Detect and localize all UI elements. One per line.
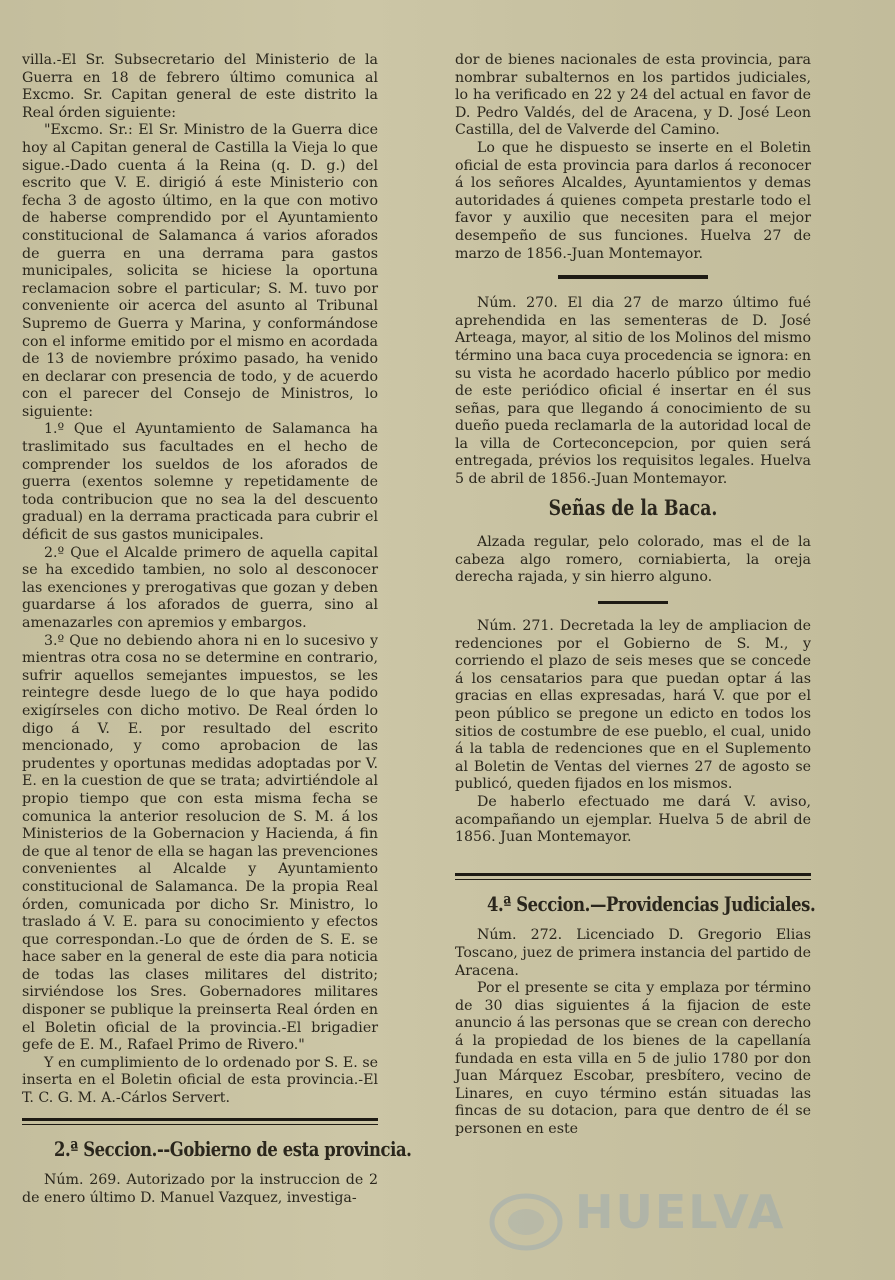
left-column [22, 52, 412, 1207]
paragraph: Alzada regular, pelo colorado, mas el de la cabeza algo romero, corniabierta, la oreja derecha rajada, y sin hierro alguno. [455, 534, 811, 586]
section-divider [455, 873, 811, 880]
section-heading: 4.ª Seccion.—Providencias Judiciales. [487, 891, 816, 916]
paragraph: Por el presente se cita y emplaza por término de 30 dias siguientes á la fijacion de este anuncio á las personas que se crean con derecho á la propiedad de los bienes de la capellanía fundada en esta villa en 5 de julio 1780 por don Juan Márquez Escobar, presbítero, vecino de Linares, en cuyo término están situadas las fincas de su dotacion, para que dentro de él se personen en este [455, 980, 811, 1137]
paragraph: De haberlo efectuado me dará V. aviso, acompañando un ejemplar. Huelva 5 de abril de 1856. Juan Montemayor. [455, 793, 811, 846]
watermark-text: HUELVA [575, 1185, 786, 1239]
section-heading: 2.ª Seccion.--Gobierno de esta provincia. [54, 1136, 412, 1161]
subheading: Señas de la Baca. [548, 494, 718, 520]
paragraph: Núm. 271. Decretada la ley de ampliacion de redenciones por el Gobierno de S. M., y corriendo el plazo de seis meses que se concede á los censatarios para que puedan optar á las gracias en ellas expresadas, hará V. que por el peon público se pregone un edicto en todos los sitios de costumbre de ese pueblo, el cual, unido á la tabla de redenciones que en el Suplemento al Boletin de Ventas del viernes 27 de agosto se publicó, queden fijados en los mismos. [455, 618, 811, 793]
paragraph: Lo que he dispuesto se inserte en el Boletin oficial de esta provincia para darlos á reconocer á los señores Alcaldes, Ayuntamientos y demas autoridades á quienes competa prestarle todo el favor y auxilio que necesiten para el mejor desempeño de sus funciones. Huelva 27 de marzo de 1856.-Juan Montemayor. [455, 139, 811, 262]
paragraph: 3.º Que no debiendo ahora ni en lo sucesivo y mientras otra cosa no se determine en contrario, sufrir aquellos semejantes impuestos, se les reintegre desde luego de lo que haya podido exigírseles con dicho motivo. De Real órden lo digo á V. E. por resultado del escrito mencionado, y como aprobacion de las prudentes y oportunas medidas adoptadas por V. E. en la cuestion de que se trata; advirtiéndole al propio tiempo que con esta misma fecha se comunica la anterior resolucion de S. M. á los Ministerios de la Gobernacion y Hacienda, á fin de que al tenor de ella se hagan las prevenciones convenientes al Alcalde y Ayuntamiento constitucional de Salamanca. De la propia Real órden, comunicada por dicho Sr. Ministro, lo traslado á V. E. para su conocimiento y efectos que correspondan.-Lo que de órden de S. E. se hace saber en la general de este dia para noticia de todas las clases militares del distrito; sirviéndose los Sres. Gobernadores militares disponer se publique la preinserta Real órden en el Boletin oficial de la provincia.-El brigadier gefe de E. M., Rafael Primo de Rivero." [22, 632, 378, 1054]
paragraph: Núm. 269. Autorizado por la instruccion de 2 de enero último D. Manuel Vazquez, investiga- [22, 1172, 378, 1206]
paragraph: villa.-El Sr. Subsecretario del Ministerio de la Guerra en 18 de febrero último comunica al Excmo. Sr. Capitan general de este distrito la Real órden siguiente: [22, 52, 378, 121]
watermark-logo-icon [488, 1192, 564, 1252]
paragraph: Núm. 272. Licenciado D. Gregorio Elias Toscano, juez de primera instancia del partido de Aracena. [455, 927, 811, 979]
paragraph: 1.º Que el Ayuntamiento de Salamanca ha traslimitado sus facultades en el hecho de comprender los sueldos de los aforados de guerra (exentos solemne y repetidamente de toda contribucion que no sea la del descuento gradual) en la derrama practicada para cubrir el déficit de sus gastos municipales. [22, 421, 378, 544]
divider [598, 601, 668, 604]
right-column [455, 52, 816, 1138]
section-divider [22, 1118, 378, 1125]
paragraph: "Excmo. Sr.: El Sr. Ministro de la Guerra dice hoy al Capitan general de Castilla la Vieja lo que sigue.-Dado cuenta á la Reina (q. D. g.) del escrito que V. E. dirigió á este Ministerio con fecha 3 de agosto último, en la que con motivo de haberse comprendido por el Ayuntamiento constitucional de Salamanca á varios aforados de guerra en una derrama para gastos municipales, solicita se hiciese la oportuna reclamacion sobre el particular; S. M. tuvo por conveniente oir acerca del asunto al Tribunal Supremo de Guerra y Marina, y conformándose con el informe emitido por el mismo en acordada de 13 de noviembre próximo pasado, ha venido en declarar con presencia de todo, y de acuerdo con el parecer del Consejo de Ministros, lo siguiente: [22, 122, 378, 420]
paragraph: dor de bienes nacionales de esta provincia, para nombrar subalternos en los partidos judiciales, lo ha verificado en 22 y 24 del actual en favor de D. Pedro Valdés, del de Aracena, y D. José Leon Castilla, del de Valverde del Camino. [455, 52, 811, 139]
paragraph: Y en cumplimiento de lo ordenado por S. E. se inserta en el Boletin oficial de esta provincia.-El T. C. G. M. A.-Cárlos Servert. [22, 1054, 378, 1107]
divider [558, 275, 708, 279]
paragraph: 2.º Que el Alcalde primero de aquella capital se ha excedido tambien, no solo al desconocer las exenciones y prerogativas que gozan y deben guardarse á los aforados de guerra, sino al amenazarles con apremios y embargos. [22, 544, 378, 631]
paragraph: Núm. 270. El dia 27 de marzo último fué aprehendida en las sementeras de D. José Arteaga, mayor, al sitio de los Molinos del mismo término una baca cuya procedencia se ignora: en su vista he acordado hacerlo público por medio de este periódico oficial é insertar en él sus señas, para que llegando á conocimiento de su dueño pueda reclamarla de la autoridad local de la villa de Corteconcepcion, por quien será entregada, prévios los requisitos legales. Huelva 5 de abril de 1856.-Juan Montemayor. [455, 295, 811, 488]
